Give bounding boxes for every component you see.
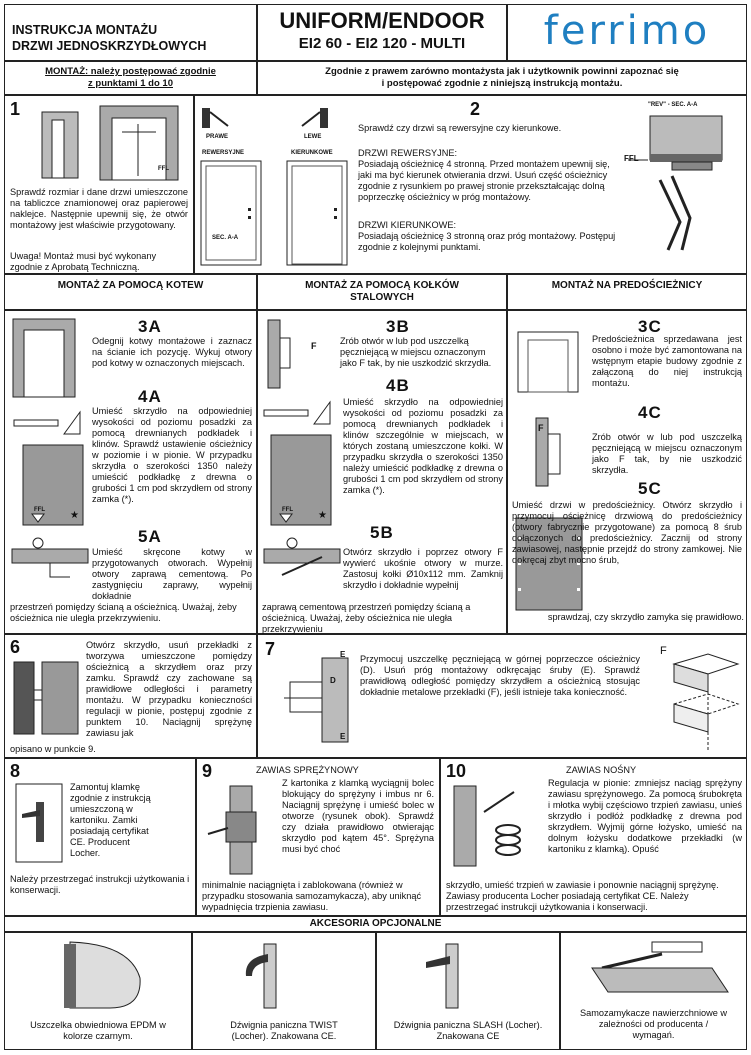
slash-panic-bar-icon bbox=[420, 940, 484, 1012]
plugs-header-line-1: MONTAŻ ZA POMOCĄ KOŁKÓW bbox=[305, 280, 459, 291]
step4c-text: Zrób otwór w lub pod uszczelką pęczniejącą w miejscu oznaczonym jako F tak, by nie uszkodzić skrzydła. bbox=[592, 432, 742, 475]
step9-number: 9 bbox=[202, 761, 213, 781]
step8-text-top: Zamontuj klamkę zgodnie z instrukcją umieszczoną w kartoniku. Zamki posiadają certyfikat CE. Producent Locher. bbox=[70, 782, 151, 858]
step4a-number: 4A bbox=[138, 387, 162, 406]
step2-door-reversible bbox=[200, 160, 262, 266]
anchors-header: MONTAŻ ZA POMOCĄ KOTEW bbox=[57, 280, 204, 291]
step10-bearing-hinge-illustration bbox=[444, 782, 544, 868]
step3c-text: Predościeżnica sprzedawana jest osobno i może być zamontowana na wstępnym etapie budowy zgodnie z załączoną do niej instrukcją montażu. bbox=[592, 334, 742, 388]
accessory-2-line-2: (Locher). Znakowana CE. bbox=[231, 1031, 337, 1041]
step2-dir-title: DRZWI KIERUNKOWE: bbox=[358, 220, 456, 230]
step2-label-right: PRAWE bbox=[206, 134, 229, 140]
step6-text-bottom: opisano w punkcie 9. bbox=[10, 744, 96, 754]
step6-number: 6 bbox=[10, 637, 21, 657]
step10-number: 10 bbox=[446, 761, 467, 781]
step2-label-reversible: REWERSYJNE bbox=[202, 150, 245, 156]
step6-frame-illustration bbox=[12, 660, 82, 736]
step5a-text-bottom: przestrzeń pomiędzy ścianą a ościeżnicą. Uważaj, żeby ościeżnica nie uległa przekrzywieniu. bbox=[10, 602, 237, 623]
step6-text-top: Otwórz skrzydło, usuń przekładki z tworzywa umieszczone pomiędzy ościeżnicą a skrzydłem oraz przy zamku. Sprawdź czy zachowane są prawidłowe odległości i parametry montażu. W przypadku konieczności regulacji w pionie, postępuj zgodnie z punktem 10. Naciągnij sprężynę zawiasu jak bbox=[86, 640, 252, 738]
step4b-ffl-label: FFL bbox=[282, 507, 293, 513]
step2-threshold-cut-illustration bbox=[620, 110, 742, 260]
step5c-text-top: Umieść drzwi w predościeżnicy. Otwórz skrzydło i przymocuj ościeżnicę drzwiową do predościeżnicy (otwory fabrycznie przygotowane) za pomocą 8 śrub dołączonych do predościeżnicy. Zacznij od strony zawiasowej, następnie przejdź do strony zamkowej. Nie dokręcaj zbyt mocno śrub, bbox=[512, 500, 742, 565]
step7-e-label-bottom: E bbox=[340, 732, 346, 741]
accessory-3-line-1: Dźwignia paniczna SLASH (Locher). bbox=[393, 1020, 543, 1030]
step8-handle-illustration bbox=[12, 782, 66, 864]
step5b-plug-illustration bbox=[262, 535, 342, 581]
step5c-text-bottom: sprawdzaj, czy skrzydło zamyka się prawidłowo. bbox=[547, 612, 744, 622]
step3b-number: 3B bbox=[386, 317, 410, 336]
accessory-3-line-2: Znakowana CE bbox=[436, 1031, 500, 1041]
accessory-1-line-2: kolorze czarnym. bbox=[63, 1031, 133, 1041]
product-line-1: UNIFORM/ENDOOR bbox=[279, 8, 485, 33]
step8-text-bottom: Należy przestrzegać instrukcji użytkowania i konserwacji. bbox=[10, 874, 190, 895]
step1-number: 1 bbox=[10, 99, 21, 119]
notice-right-line-1: Zgodnie z prawem zarówno montażysta jak i użytkownik powinni zapoznać się bbox=[325, 66, 679, 77]
product-name bbox=[257, 8, 507, 54]
step5a-number: 5A bbox=[138, 527, 162, 546]
document-title bbox=[12, 22, 206, 54]
epdm-seal-icon bbox=[50, 938, 146, 1010]
title-line-1: INSTRUKCJA MONTAŻU bbox=[12, 23, 158, 37]
step5b-text-top: Otwórz skrzydło i poprzez otwory F wywierć ukośnie otwory w murze. Zastosuj kołki Ø10x112 mm. Zamknij skrzydło i dokładnie wypełnij bbox=[343, 547, 503, 590]
step2-label-left: LEWE bbox=[304, 134, 322, 140]
accessory-1-line-1: Uszczelka obwiedniowa EPDM w bbox=[30, 1020, 166, 1030]
step4a-door-illustration bbox=[22, 444, 84, 526]
step2-door-directional bbox=[286, 160, 348, 266]
step1-text: Sprawdź rozmiar i dane drzwi umieszczone na tabliczce znamionowej oraz papierowej naklejce. Następnie upewnij się, że otwór montażowy jest właściwie przygotowany. bbox=[10, 187, 188, 230]
step3a-text: Odegnij kotwy montażowe i zaznacz na ścianie ich pozycję. Wykuj otwory pod kotwy w oznaczonych miejscach. bbox=[92, 336, 252, 368]
notice-left-line-1: MONTAŻ: należy postępować zgodnie bbox=[45, 66, 216, 77]
step2-hinge-right-icon bbox=[200, 104, 230, 132]
step5a-text-top: Umieść skręcone kotwy w przygotowanych otworach. Wypełnij otwory zaprawą cementową. Po zastygnięciu zaprawy, wypełnij dokładnie bbox=[92, 547, 252, 601]
accessories-title: AKCESORIA OPCJONALNE bbox=[309, 918, 442, 929]
product-line-2: EI2 60 - EI2 120 - MULTI bbox=[298, 35, 466, 52]
plugs-header bbox=[257, 280, 507, 304]
step7-text: Przymocuj uszczelkę pęczniejącą w górnej poprzeczce ościeżnicy (D). Usuń próg montażowy odkręcając śruby (E). Sprawdź prawidłową odległość pomiędzy skrzydłem a ościeżnicą stosując dokładnie metalowe przekładki (F), jeśli istnieje taka konieczność. bbox=[360, 654, 640, 697]
notice-right bbox=[262, 66, 742, 90]
step2-rev-sec-label: "REV" - SEC. A-A bbox=[648, 102, 698, 108]
plugs-header-line-2: STALOWYCH bbox=[350, 292, 414, 303]
step4c-frame-illustration bbox=[530, 416, 570, 488]
step5b-text-bottom: zaprawą cementową przestrzeń pomiędzy ścianą a ościeżnicą. Uważaj, żeby ościeżnica nie uległa przekrzywieniu bbox=[262, 602, 471, 634]
door-closer-icon bbox=[582, 940, 732, 1000]
step2-label-directional: KIERUNKOWE bbox=[291, 150, 333, 156]
accessory-3-caption bbox=[376, 1020, 560, 1042]
step4b-door-illustration bbox=[270, 434, 332, 526]
step5a-anchor-illustration bbox=[10, 535, 90, 581]
step2-hinge-left-icon bbox=[300, 104, 330, 132]
accessory-4-line-3: wymagań. bbox=[632, 1030, 675, 1040]
step3b-text: Zrób otwór w lub pod uszczelką pęczniejącą w miejscu oznaczonym jako F tak, by nie uszkodzić skrzydła. bbox=[340, 336, 492, 368]
step7-f-label: F bbox=[660, 645, 667, 657]
step1-warning: Uwaga! Montaż musi być wykonany zgodnie z Aprobatą Techniczną. bbox=[10, 251, 157, 272]
step10-text-bottom: skrzydło, umieść trzpień w zawiasie i ponownie naciągnij sprężynę. Zawiasy producenta Locher posiadają certyfikat CE. Należy przestrzegać instrukcji użytkowania i konserwacji. bbox=[446, 880, 719, 912]
step10-title: ZAWIAS NOŚNY bbox=[566, 765, 637, 775]
step2-rev-title: DRZWI REWERSYJNE: bbox=[358, 148, 458, 158]
step9-text-top: Z kartonika z klamką wyciągnij bolec blokujący do sprężyny i imbus nr 6. Naciągnij sprężynę i umieść bolec w otworze (rysunek obok). Sprawdź czy działa prawidłowo otwierając skrzydło pod kątem 45°. Sprężyna musi być choć bbox=[282, 778, 434, 854]
step4b-text: Umieść skrzydło na odpowiedniej wysokości od poziomu posadzki za pomocą drewnianych podkładek i klinów szczególnie w miejscach, w których zostaną umieszczone kołki. W przypadku skrzydła o szerokości 1350 należy umieścić podkładkę z drewna o grubości 1 cm pod skrzydłem od strony zamka (*). bbox=[343, 397, 503, 495]
brand-logo: ferrimo bbox=[543, 8, 711, 54]
subframe-header: MONTAŻ NA PREDOŚCIEŻNICY bbox=[551, 280, 703, 291]
notice-left bbox=[4, 66, 257, 90]
accessory-2-line-1: Dźwignia paniczna TWIST bbox=[230, 1020, 338, 1030]
step2-sec-label: SEC. A-A bbox=[212, 235, 239, 241]
step3b-f-label: F bbox=[311, 341, 317, 351]
step2-ffl-label: FFL bbox=[624, 154, 639, 163]
step4c-number: 4C bbox=[638, 403, 662, 422]
accessory-4-caption bbox=[560, 1008, 747, 1041]
step3c-subframe-illustration bbox=[516, 330, 580, 394]
step4a-level-icon bbox=[12, 410, 82, 436]
title-line-2: DRZWI JEDNOSKRZYDŁOWYCH bbox=[12, 39, 207, 53]
step9-title: ZAWIAS SPRĘŻYNOWY bbox=[256, 765, 359, 775]
step7-shim-illustration bbox=[668, 650, 744, 754]
step3b-frame-illustration bbox=[266, 318, 296, 390]
accessory-1-caption bbox=[4, 1020, 192, 1042]
step7-e-label-top: E bbox=[340, 650, 346, 659]
step2-number: 2 bbox=[470, 99, 481, 119]
step8-number: 8 bbox=[10, 761, 21, 781]
step2-rev-text: Posiadają ościeżnicę 4 stronną. Przed montażem upewnij się, jaki ma być kierunek otwierania drzwi. Usuń część ościeżnicy zgodnie z rysunkiem po prawej stronie przekształcając dolną poprzeczkę ościeżnicy w próg montażowy. bbox=[358, 159, 610, 202]
step1-ffl-label: FFL bbox=[158, 166, 169, 172]
notice-left-line-2: z punktami 1 do 10 bbox=[88, 78, 173, 89]
step2-intro: Sprawdź czy drzwi są rewersyjne czy kierunkowe. bbox=[358, 123, 562, 133]
step4a-text: Umieść skrzydło na odpowiedniej wysokości od poziomu posadzki za pomocą drewnianych podkładek i klinów. Sprawdź ustawienie ościeżnicy w poziomie i w pionie. W przypadku skrzydła o szerokości 1350 należy umieścić podkładkę z drewna o grubości 1 cm pod skrzydłem od strony zamka (*). bbox=[92, 406, 252, 504]
accessory-4-line-1: Samozamykacze nawierzchniowe w bbox=[579, 1008, 728, 1018]
step7-d-label: D bbox=[330, 676, 336, 685]
notice-right-line-2: i postępować zgodnie z niniejszą instrukcją montażu. bbox=[381, 78, 623, 89]
step10-text-top: Regulacja w pionie: zmniejsz naciąg sprężyny zawiasu sprężynowego. Za pomocą śrubokręta i młotka wybij częściowo trzpień zawiasu, unieś skrzydło i podłóż podkładkę z drewna pod skrzydłem. Wyjmij górne łożysko, umieść na dolnym łożysku dodatkowe przekładki (w kartoniku z klamką). Opuść bbox=[548, 778, 742, 854]
step7-number: 7 bbox=[265, 639, 276, 659]
step2-dir-text: Posiadają ościeżnicę 3 stronną oraz próg montażowy. Postępuj zgodnie z kolejnymi punktami. bbox=[358, 231, 616, 252]
step4c-f-label: F bbox=[538, 423, 544, 433]
step9-spring-hinge-illustration bbox=[206, 784, 274, 876]
step5c-number: 5C bbox=[638, 479, 662, 498]
svg-text:★: ★ bbox=[318, 510, 327, 521]
svg-text:★: ★ bbox=[70, 510, 79, 521]
twist-panic-bar-icon bbox=[238, 940, 302, 1012]
step3c-number: 3C bbox=[638, 317, 662, 336]
accessory-2-caption bbox=[192, 1020, 376, 1042]
step4a-ffl-label: FFL bbox=[34, 507, 45, 513]
step4b-number: 4B bbox=[386, 376, 410, 395]
step5b-number: 5B bbox=[370, 523, 394, 542]
step9-text-bottom: minimalnie naciągnięta i zablokowana (również w przypadku stosowania samozamykacza), aby uniknąć wypadnięcia trzpienia zawiasu. bbox=[202, 880, 422, 912]
step3a-number: 3A bbox=[138, 317, 162, 336]
accessory-4-line-2: zależności od producenta / bbox=[598, 1019, 709, 1029]
step4b-level-icon bbox=[262, 400, 332, 426]
step3a-wall-opening bbox=[12, 318, 76, 398]
